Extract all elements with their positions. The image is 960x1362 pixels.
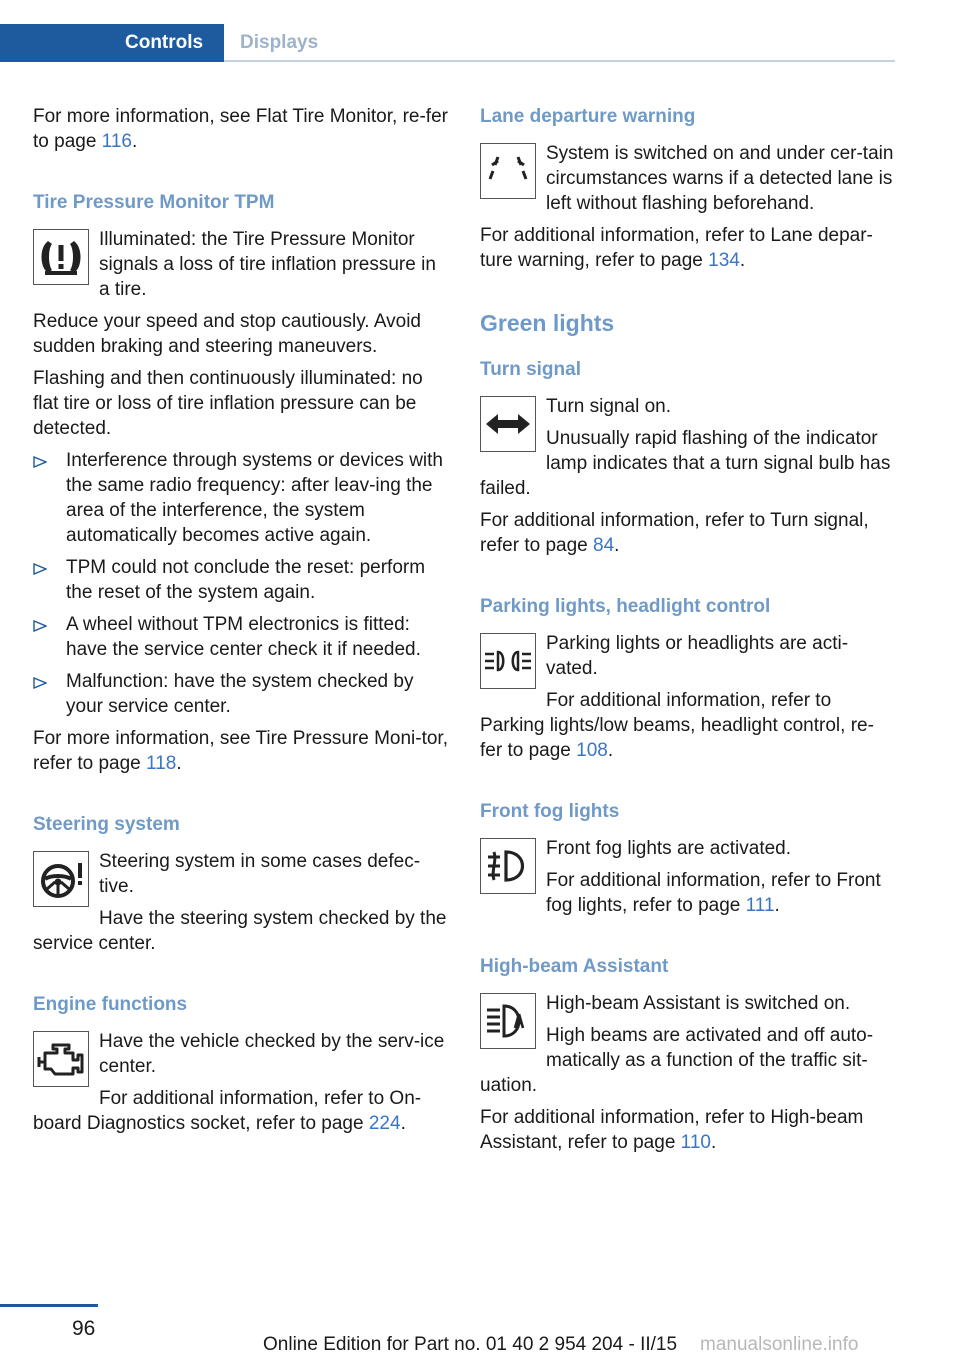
section-heading-high-beam-assistant: High-beam Assistant: [480, 956, 669, 977]
fog-description: Front fog lights are activated.: [546, 838, 792, 859]
tpm-paragraph-2: Flashing and then continuously illuminated: no flat tire or loss of tire inflation pressure can be detected.: [33, 368, 423, 439]
lane-reference: For additional information, refer to Lane depar-ture warning, refer to page 134.: [480, 225, 873, 271]
front-fog-lights-icon: [480, 838, 536, 894]
left-column: [33, 104, 448, 1143]
bullet-triangle-icon: [33, 677, 47, 689]
section-heading-front-fog-lights: Front fog lights: [480, 801, 620, 822]
bullet-triangle-icon: [33, 620, 47, 632]
tpm-description: Illuminated: the Tire Pressure Monitor signals a loss of tire inflation pressure in a tire.: [99, 229, 436, 300]
section-heading-tpm: Tire Pressure Monitor TPM: [33, 192, 275, 213]
tab-controls[interactable]: Controls: [0, 24, 224, 62]
page-link-110[interactable]: 110: [680, 1132, 711, 1153]
section-heading-turn-signal: Turn signal: [480, 359, 581, 380]
highbeam-reference: For additional information, refer to High-beam Assistant, refer to page 110.: [480, 1107, 864, 1153]
fog-reference: For additional information, refer to Front fog lights, refer to page 111.: [546, 870, 881, 916]
tab-displays[interactable]: Displays: [240, 32, 319, 53]
section-heading-parking-lights: Parking lights, headlight control: [480, 596, 771, 617]
watermark: manualsonline.info: [700, 1334, 859, 1355]
flat-tire-reference: For more information, see Flat Tire Monitor, re-fer to page 116.: [33, 106, 448, 152]
turn-description-1: Turn signal on.: [546, 396, 671, 417]
page-link-116[interactable]: 116: [101, 131, 132, 152]
section-heading-green-lights: Green lights: [480, 310, 615, 336]
page-link-118[interactable]: 118: [146, 753, 177, 774]
list-item: Interference through systems or devices with the same radio frequency: after leav-ing the area of the interference, the system automatically becomes active again.: [33, 448, 448, 548]
highbeam-description-1: High-beam Assistant is switched on.: [546, 993, 851, 1014]
turn-description-2: Unusually rapid flashing of the indicator lamp indicates that a turn signal bulb has failed.: [480, 428, 891, 499]
section-heading-engine: Engine functions: [33, 994, 188, 1015]
edition-text: Online Edition for Part no. 01 40 2 954 204 - II/15: [263, 1334, 678, 1355]
page-link-134[interactable]: 134: [708, 250, 740, 271]
turn-signal-icon: [480, 396, 536, 452]
tpm-paragraph-1: Reduce your speed and stop cautiously. Avoid sudden braking and steering maneuvers.: [33, 311, 421, 357]
steering-instruction: Have the steering system checked by the service center.: [33, 908, 447, 954]
tpm-bullet-list: [33, 448, 448, 719]
tab-divider: [224, 60, 895, 62]
engine-reference: For additional information, refer to On-board Diagnostics socket, refer to page 224.: [33, 1088, 422, 1134]
page-link-224[interactable]: 224: [368, 1113, 401, 1134]
parking-lights-icon: [480, 633, 536, 689]
parking-reference: For additional information, refer to Parking lights/low beams, headlight control, re-fer to page 108.: [480, 690, 874, 761]
list-item: A wheel without TPM electronics is fitted: have the service center check it if needed.: [33, 612, 448, 662]
steering-wheel-warning-icon: [33, 851, 89, 907]
lane-description: System is switched on and under cer-tain circumstances warns if a detected lane is left without flashing beforehand.: [546, 143, 894, 214]
bullet-triangle-icon: [33, 563, 47, 575]
bullet-triangle-icon: [33, 456, 47, 468]
turn-reference: For additional information, refer to Turn signal, refer to page 84.: [480, 510, 869, 556]
chapter-tab-bar: [0, 24, 895, 62]
parking-description: Parking lights or headlights are acti-vated.: [546, 633, 849, 679]
page-link-84[interactable]: 84: [593, 535, 615, 556]
footer-rule: [0, 1304, 98, 1307]
lane-departure-icon: [480, 143, 536, 199]
page-link-111[interactable]: 111: [745, 895, 775, 916]
page-number: 96: [72, 1317, 96, 1340]
list-item: Malfunction: have the system checked by your service center.: [33, 669, 448, 719]
highbeam-description-2: High beams are activated and off auto-matically as a function of the traffic sit-uation.: [480, 1025, 874, 1096]
tpm-reference: For more information, see Tire Pressure Moni-tor, refer to page 118.: [33, 728, 448, 774]
engine-description: Have the vehicle checked by the serv-ice center.: [99, 1031, 445, 1077]
section-heading-lane-departure: Lane departure warning: [480, 106, 696, 127]
tire-pressure-warning-icon: [33, 229, 89, 285]
right-column: [480, 104, 896, 1162]
high-beam-assistant-icon: [480, 993, 536, 1049]
section-heading-steering: Steering system: [33, 814, 180, 835]
page-link-108[interactable]: 108: [576, 740, 608, 761]
list-item: TPM could not conclude the reset: perform the reset of the system again.: [33, 555, 448, 605]
engine-icon: [33, 1031, 89, 1087]
steering-description: Steering system in some cases defec-tive.: [99, 851, 421, 897]
